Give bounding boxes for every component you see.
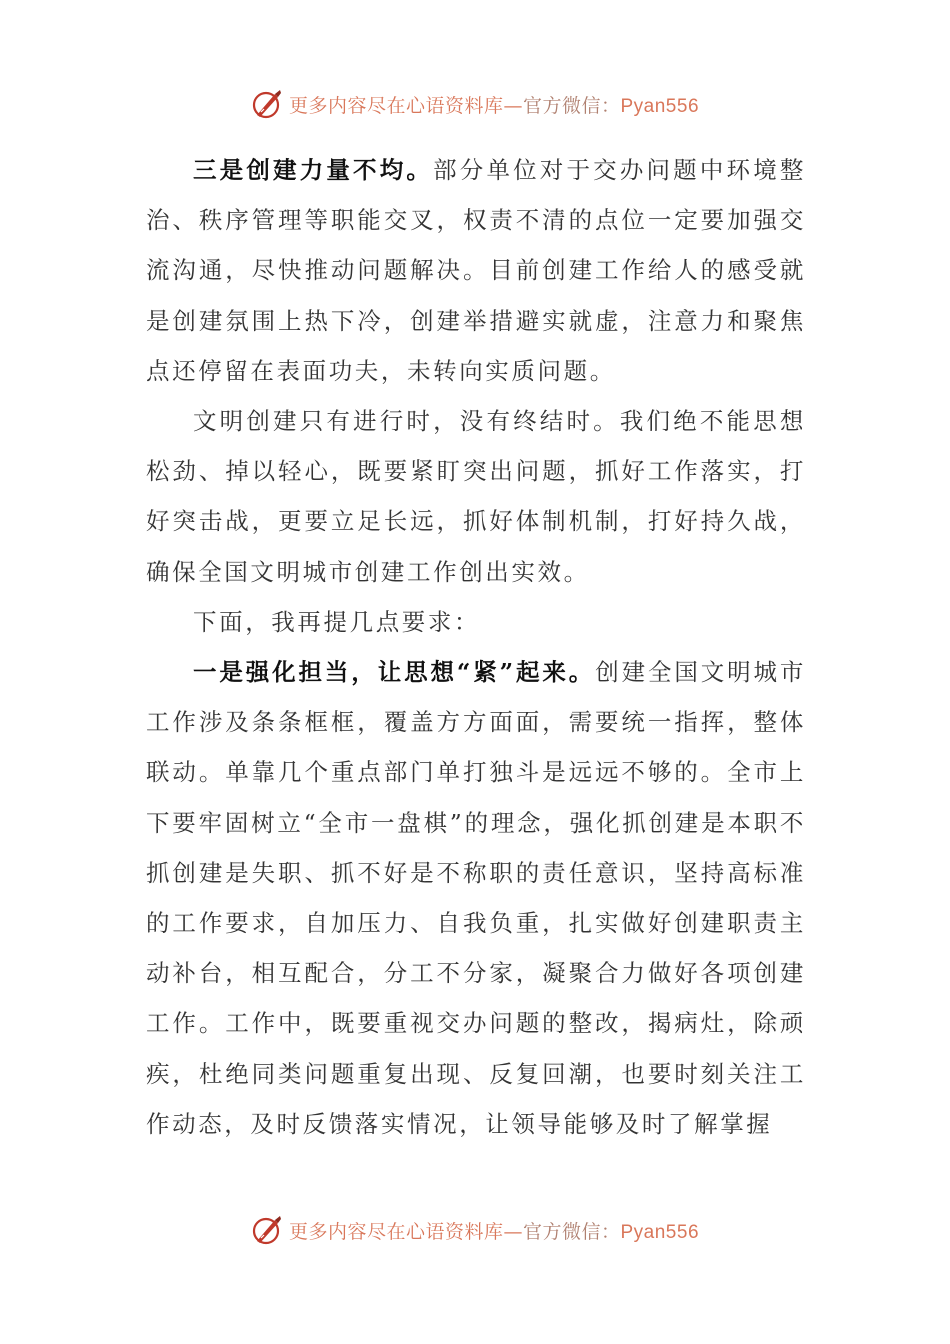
paragraph-lead: 一是强化担当，让思想“紧”起来。 (193, 658, 596, 687)
document-body (146, 145, 806, 1149)
paragraph-2 (146, 396, 806, 597)
paragraph-1 (146, 145, 806, 396)
paragraph-text: 文明创建只有进行时，没有终结时。我们绝不能思想松劲、掉以轻心，既要紧盯突出问题，抓好工作落实，打好突击战，更要立足长远，抓好体制机制，打好持久战，确保全国文明城市创建工作创出实效。 (146, 407, 806, 586)
watermark-text: 更多内容尽在心语资料库—官方微信：Pyan556 (288, 1220, 700, 1243)
footer-watermark (0, 1210, 950, 1250)
paragraph-text: 下面，我再提几点要求： (193, 607, 481, 636)
paragraph-text: 创建全国文明城市工作涉及条条框框，覆盖方方面面，需要统一指挥，整体联动。单靠几个重点部门单打独斗是远远不够的。全市上下要牢固树立“全市一盘棋”的理念，强化抓创建是本职不抓创建是失职、抓不好是不称职的责任意识，坚持高标准的工作要求，自加压力、自我负重，扎实做好创建职责主动补台，相互配合，分工不分家，凝聚合力做好各项创建工作。工作中，既要重视交办问题的整改，揭病灶，除顽疾，杜绝同类问题重复出现、反复回潮，也要时刻关注工作动态，及时反馈落实情况，让领导能够及时了解掌握 (146, 658, 806, 1138)
quill-pen-logo-icon (251, 1214, 283, 1246)
header-watermark (0, 84, 950, 124)
watermark-text: 更多内容尽在心语资料库—官方微信：Pyan556 (288, 94, 700, 117)
quill-pen-logo-icon (251, 88, 283, 120)
paragraph-lead: 三是创建力量不均。 (193, 156, 434, 184)
paragraph-3 (146, 597, 806, 647)
paragraph-4 (146, 647, 806, 1149)
paragraph-text: 部分单位对于交办问题中环境整治、秩序管理等职能交叉，权责不清的点位一定要加强交流沟通，尽快推动问题解决。目前创建工作给人的感受就是创建氛围上热下冷，创建举措避实就虚，注意力和聚焦点还停留在表面功夫，未转向实质问题。 (146, 156, 806, 385)
